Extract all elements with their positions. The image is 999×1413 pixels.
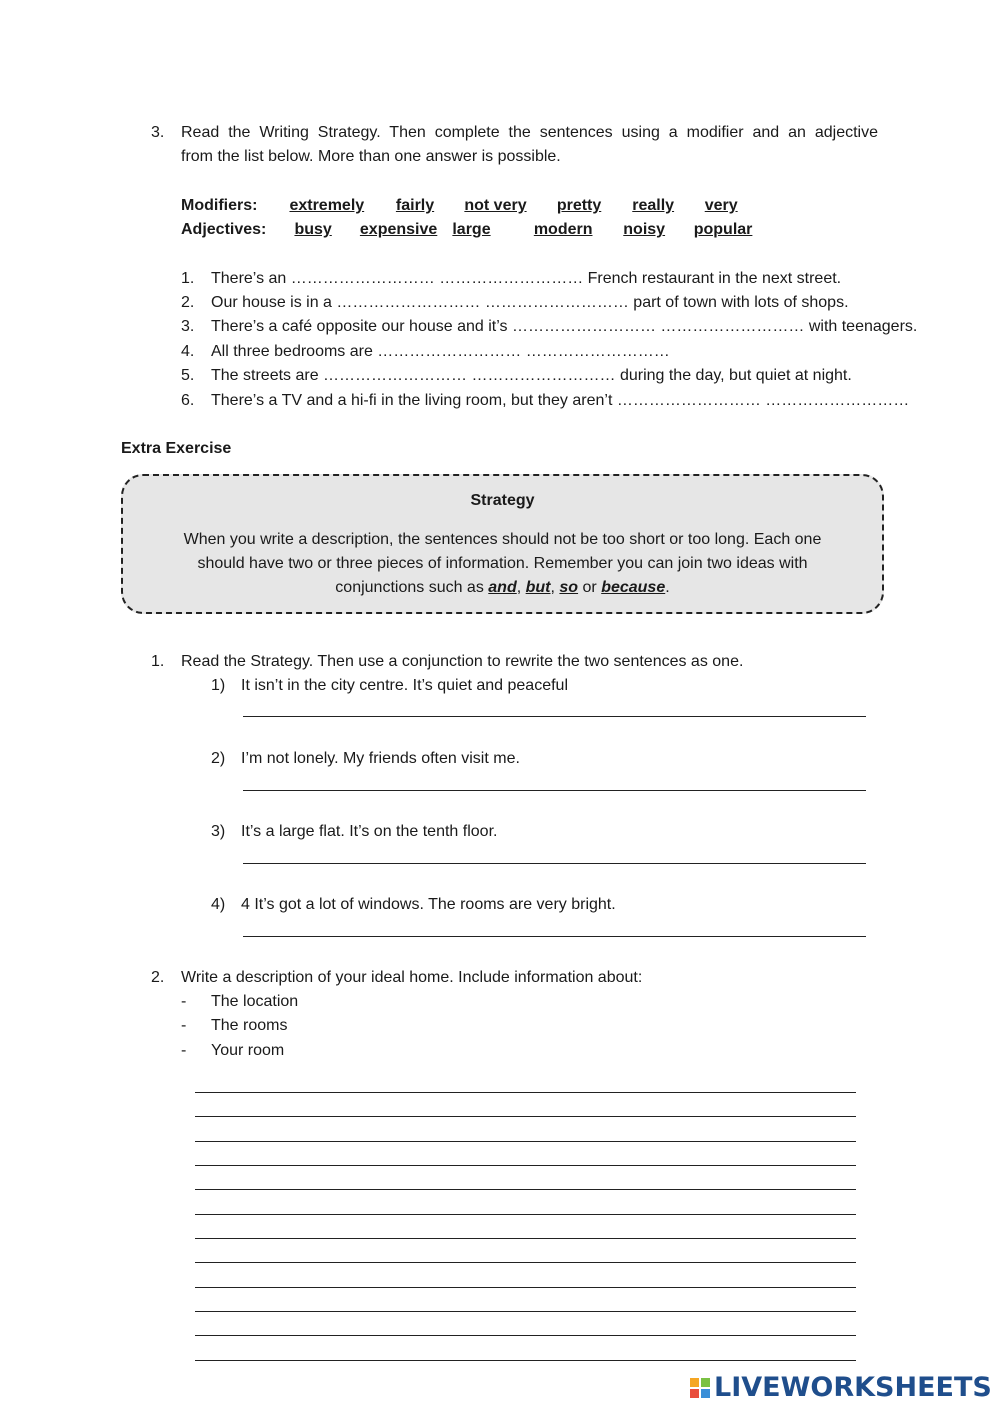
- ex1-instruction: Read the Strategy. Then use a conjunction to rewrite the two sentences as one.: [181, 653, 744, 670]
- ex1-item-3: 3) It’s a large flat. It’s on the tenth floor.: [211, 823, 498, 840]
- ex3-sentence-6: 6. There’s a TV and a hi-fi in the living room, but they aren’t ……………………… ………………………: [181, 392, 910, 409]
- ex3-instruction-line1: Read the Writing Strategy. Then complete the sentences using a modifier and an adjective: [181, 124, 878, 141]
- writing-line[interactable]: [195, 1165, 856, 1166]
- writing-line[interactable]: [195, 1238, 856, 1239]
- ex3-sentence-1: 1. There’s an ……………………… ……………………… French restaurant in the next street.: [181, 270, 842, 287]
- logo-mark-icon: [690, 1378, 710, 1398]
- writing-line[interactable]: [195, 1141, 856, 1142]
- keyword-so: so: [559, 579, 579, 596]
- modifier-word: pretty: [556, 197, 602, 214]
- logo-square: [701, 1389, 710, 1398]
- ex1-item-2: 2) I’m not lonely. My friends often visit me.: [211, 750, 520, 767]
- modifier-word: fairly: [395, 197, 435, 214]
- adjective-word: expensive: [359, 221, 438, 238]
- keyword-because: because: [601, 579, 666, 596]
- keyword-and: and: [488, 579, 517, 596]
- ex3-instruction-line2: from the list below. More than one answer is possible.: [181, 148, 561, 165]
- writing-line[interactable]: [195, 1116, 856, 1117]
- writing-line[interactable]: [195, 1335, 856, 1336]
- ex2-bullet-rooms: - The rooms: [181, 1017, 288, 1034]
- adjective-word: large: [452, 221, 491, 238]
- writing-line[interactable]: [195, 1287, 856, 1288]
- ex1-item-1: 1) It isn’t in the city centre. It’s quiet and peaceful: [211, 677, 568, 694]
- strategy-title: Strategy: [470, 492, 535, 509]
- ex1-item-4: 4) 4 It’s got a lot of windows. The rooms are very bright.: [211, 896, 616, 913]
- modifier-word: not very: [464, 197, 527, 214]
- ex2-bullet-your-room: - Your room: [181, 1042, 285, 1059]
- ex3-sentence-4: 4. All three bedrooms are ……………………… ………………………: [181, 343, 670, 360]
- adjective-word: modern: [533, 221, 593, 238]
- ex2-number: 2.: [151, 969, 165, 986]
- ex3-sentence-2: 2. Our house is in a ……………………… ……………………… part of town with lots of shops.: [181, 294, 849, 311]
- modifiers-row: [181, 196, 738, 216]
- adjectives-row: [181, 220, 752, 240]
- strategy-box: [121, 474, 884, 614]
- answer-line[interactable]: [243, 716, 866, 717]
- keyword-but: but: [525, 579, 551, 596]
- logo-square: [690, 1378, 699, 1387]
- adjective-word: busy: [294, 221, 332, 238]
- logo-square: [690, 1389, 699, 1398]
- writing-line[interactable]: [195, 1214, 856, 1215]
- writing-line[interactable]: [195, 1262, 856, 1263]
- logo-square: [701, 1378, 710, 1387]
- strategy-text: When you write a description, the sentences should not be too short or too long. Each one should have two or three pieces of information. Remember you can join two ideas with conjunctions such as and, but, so or because.: [183, 531, 822, 596]
- ex2-instruction: Write a description of your ideal home. Include information about:: [181, 969, 643, 986]
- writing-line[interactable]: [195, 1311, 856, 1312]
- modifier-word: really: [632, 197, 675, 214]
- modifier-word: extremely: [289, 197, 365, 214]
- writing-line[interactable]: [195, 1092, 856, 1093]
- answer-line[interactable]: [243, 936, 866, 937]
- modifiers-label: Modifiers:: [181, 197, 258, 214]
- modifier-word: very: [704, 197, 738, 214]
- adjectives-label: Adjectives:: [181, 221, 267, 238]
- ex1-number: 1.: [151, 653, 165, 670]
- logo-text: LIVEWORKSHEETS: [714, 1372, 992, 1403]
- ex2-bullet-location: - The location: [181, 993, 299, 1010]
- adjective-word: popular: [693, 221, 753, 238]
- answer-line[interactable]: [243, 863, 866, 864]
- writing-line[interactable]: [195, 1189, 856, 1190]
- ex3-sentence-5: 5. The streets are ……………………… ……………………… during the day, but quiet at night.: [181, 367, 852, 384]
- ex3-sentence-3: 3. There’s a café opposite our house and it’s ……………………… ……………………… with teenagers.: [181, 318, 918, 335]
- writing-line[interactable]: [195, 1360, 856, 1361]
- extra-exercise-heading: Extra Exercise: [121, 440, 232, 457]
- answer-line[interactable]: [243, 790, 866, 791]
- liveworksheets-logo[interactable]: [690, 1372, 992, 1403]
- ex3-number: 3.: [151, 124, 165, 141]
- adjective-word: noisy: [623, 221, 666, 238]
